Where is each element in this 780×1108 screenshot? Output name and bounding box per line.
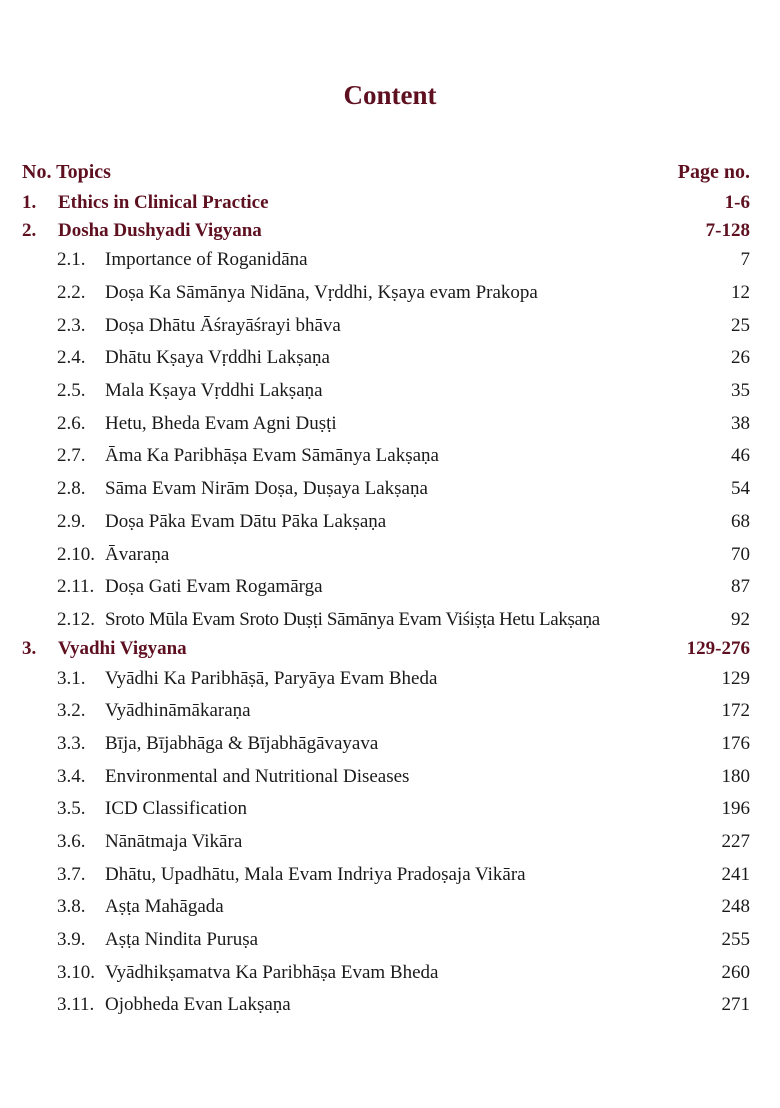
entry-title: Bīja, Bījabhāga & Bījabhāgāvayava — [105, 732, 379, 754]
entry-title: Environmental and Nutritional Diseases — [105, 765, 410, 787]
entry-number: 3.6. — [57, 831, 86, 853]
entry-number: 3.11. — [57, 994, 95, 1016]
entry-page: 129 — [721, 667, 750, 689]
entry-page: 87 — [731, 576, 750, 598]
entry-number: 3.10. — [57, 961, 95, 983]
entry-number: 2.8. — [57, 478, 86, 500]
entry-number: 3.5. — [57, 798, 86, 820]
chapter-pages: 7-128 — [705, 220, 750, 241]
toc-entry — [22, 956, 750, 989]
entry-page: 227 — [721, 831, 750, 853]
entry-title: Aṣṭa Mahāgada — [105, 896, 224, 918]
toc-entry — [22, 342, 750, 375]
entry-title: Āvaraṇa — [105, 543, 170, 565]
entry-page: 241 — [721, 863, 750, 885]
entry-page: 38 — [731, 412, 750, 434]
entry-number: 2.3. — [57, 314, 86, 336]
entry-number: 2.1. — [57, 249, 86, 271]
chapter-pages: 129-276 — [686, 638, 750, 660]
toc-entry — [22, 571, 750, 604]
entry-page: 70 — [731, 543, 750, 565]
entry-title: ICD Classification — [105, 798, 247, 820]
chapter-number: 2. — [22, 220, 37, 241]
entry-title: Dhātu Kṣaya Vṛddhi Lakṣaṇa — [105, 347, 330, 369]
toc-entry — [22, 440, 750, 473]
toc-entry — [22, 695, 750, 728]
entry-page: 12 — [731, 282, 750, 304]
entry-page: 54 — [731, 478, 750, 500]
chapter-title: Ethics in Clinical Practice — [58, 192, 269, 213]
entry-title: Doṣa Gati Evam Rogamārga — [105, 576, 323, 598]
entry-page: 7 — [740, 249, 750, 271]
entry-number: 3.3. — [57, 732, 86, 754]
toc-entry — [22, 277, 750, 310]
entry-page: 92 — [731, 608, 750, 630]
toc-entry — [22, 473, 750, 506]
entry-title: Ojobheda Evan Lakṣaṇa — [105, 994, 291, 1016]
entry-title: Vyādhikṣamatva Ka Paribhāṣa Evam Bheda — [105, 961, 439, 983]
entry-title: Āma Ka Paribhāṣa Evam Sāmānya Lakṣaṇa — [105, 445, 439, 467]
toc-entry — [22, 760, 750, 793]
toc-list — [22, 190, 750, 1022]
entry-title: Doṣa Dhātu Āśrayāśrayi bhāva — [105, 314, 341, 336]
toc-header — [22, 157, 750, 187]
toc-entry — [22, 662, 750, 695]
entry-title: Doṣa Pāka Evam Dātu Pāka Lakṣaṇa — [105, 510, 387, 532]
toc-entry — [22, 375, 750, 408]
entry-number: 3.2. — [57, 700, 86, 722]
entry-page: 35 — [731, 380, 750, 402]
entry-title: Nānātmaja Vikāra — [105, 831, 243, 853]
entry-title: Doṣa Ka Sāmānya Nidāna, Vṛddhi, Kṣaya evam Prakopa — [105, 282, 538, 304]
page-title: Content — [343, 80, 437, 110]
toc-entry — [22, 244, 750, 277]
entry-page: 46 — [731, 445, 750, 467]
entry-number: 3.4. — [57, 765, 86, 787]
entry-title: Aṣṭa Nindita Puruṣa — [105, 929, 259, 951]
toc-entry — [22, 826, 750, 859]
entry-page: 248 — [721, 896, 750, 918]
entry-number: 2.12. — [57, 608, 95, 630]
toc-entry — [22, 793, 750, 826]
entry-title: Importance of Roganidāna — [105, 249, 308, 271]
chapter-row — [22, 218, 750, 244]
entry-page: 26 — [731, 347, 750, 369]
chapter-pages: 1-6 — [724, 192, 750, 213]
entry-page: 271 — [721, 994, 750, 1016]
toc-entry — [22, 309, 750, 342]
chapter-row — [22, 190, 750, 216]
entry-title: Dhātu, Upadhātu, Mala Evam Indriya Pradoṣaja Vikāra — [105, 863, 526, 885]
entry-title: Sroto Mūla Evam Sroto Duṣṭi Sāmānya Evam Viśiṣṭa Hetu Lakṣaṇa — [105, 608, 600, 630]
entry-number: 2.4. — [57, 347, 86, 369]
entry-page: 255 — [721, 929, 750, 951]
toc-entry — [22, 989, 750, 1022]
entry-page: 180 — [721, 765, 750, 787]
entry-number: 2.11. — [57, 576, 95, 598]
entry-page: 25 — [731, 314, 750, 336]
chapter-title: Vyadhi Vigyana — [58, 638, 187, 660]
toc-entry — [22, 924, 750, 957]
entry-page: 176 — [721, 732, 750, 754]
toc-entry — [22, 858, 750, 891]
entry-number: 2.7. — [57, 445, 86, 467]
topics-column-header: No. Topics — [22, 160, 111, 183]
entry-number: 2.6. — [57, 412, 86, 434]
toc-entry — [22, 728, 750, 761]
entry-page: 172 — [721, 700, 750, 722]
entry-title: Vyādhināmākaraṇa — [105, 700, 251, 722]
entry-number: 3.7. — [57, 863, 86, 885]
chapter-row — [22, 636, 750, 662]
toc-entry — [22, 604, 750, 637]
toc-entry — [22, 506, 750, 539]
entry-number: 3.9. — [57, 929, 86, 951]
chapter-number: 1. — [22, 192, 37, 213]
toc-entry — [22, 538, 750, 571]
entry-page: 68 — [731, 510, 750, 532]
entry-number: 2.10. — [57, 543, 95, 565]
entry-page: 260 — [721, 961, 750, 983]
entry-title: Mala Kṣaya Vṛddhi Lakṣaṇa — [105, 380, 323, 402]
entry-number: 3.8. — [57, 896, 86, 918]
toc-entry — [22, 891, 750, 924]
entry-title: Vyādhi Ka Paribhāṣā, Paryāya Evam Bheda — [105, 667, 438, 689]
chapter-number: 3. — [22, 638, 37, 660]
entry-page: 196 — [721, 798, 750, 820]
entry-title: Hetu, Bheda Evam Agni Duṣṭi — [105, 412, 337, 434]
entry-number: 2.2. — [57, 282, 86, 304]
page-column-header: Page no. — [677, 160, 750, 183]
entry-number: 2.9. — [57, 510, 86, 532]
toc-entry — [22, 407, 750, 440]
entry-number: 3.1. — [57, 667, 86, 689]
entry-number: 2.5. — [57, 380, 86, 402]
chapter-title: Dosha Dushyadi Vigyana — [58, 220, 262, 241]
entry-title: Sāma Evam Nirām Doṣa, Duṣaya Lakṣaṇa — [105, 478, 428, 500]
